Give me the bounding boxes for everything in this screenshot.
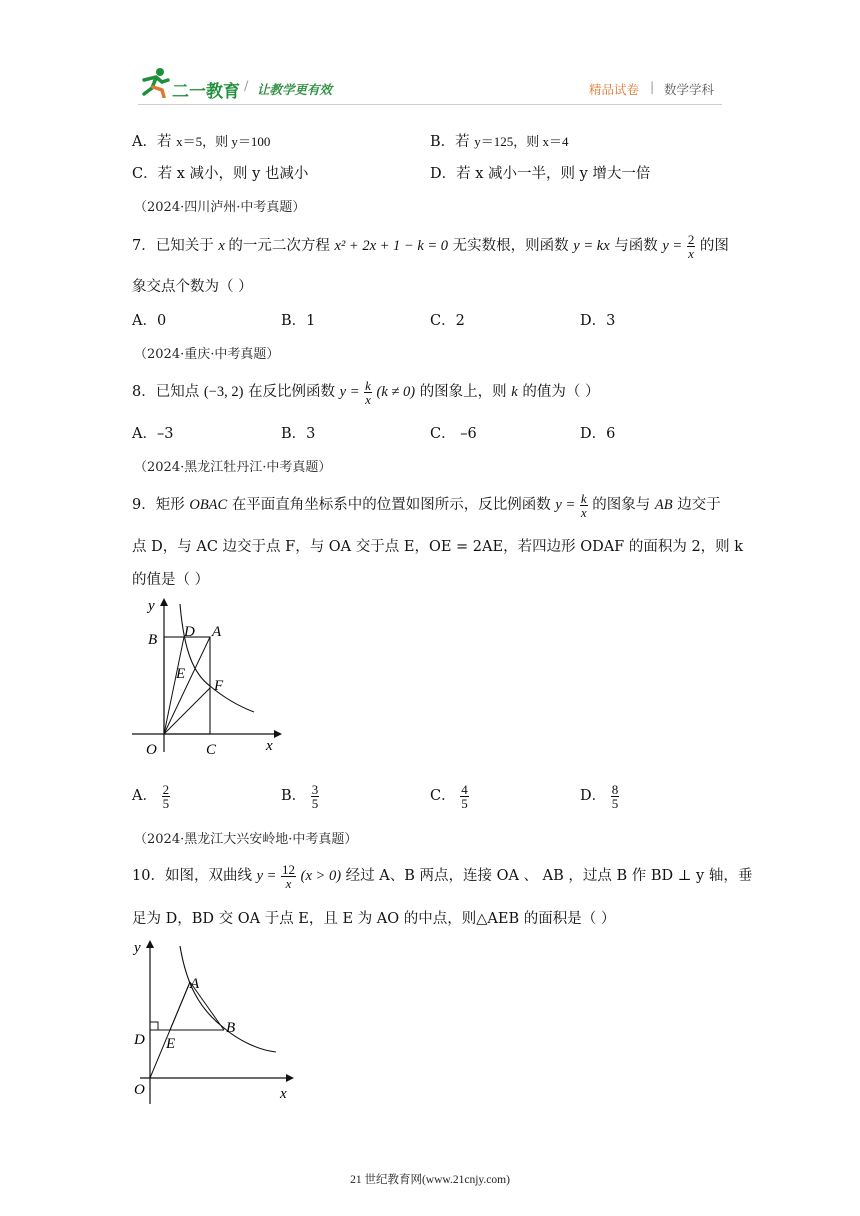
q9-label-c: C [206,742,217,758]
q10-figure [128,932,308,1108]
q7-func1: y = kx [573,238,610,254]
q8-text-4: 的值为（ ） [522,384,600,400]
q6-option-b [430,130,569,151]
q10-label-b: B [226,1020,236,1036]
q9-y-arrow-icon [160,598,168,606]
q10-source: （2024·黑龙江大兴安岭地·中考真题） [134,832,358,847]
q6-option-d: D．若 x 减小一半，则 y 增大一倍 [430,166,651,182]
q9-option-c [430,778,469,814]
runner-logo-icon [138,66,172,98]
q9-obac: OBAC [189,497,228,513]
q9-figure [128,592,288,760]
q9-label-o: O [146,742,157,758]
q8-text-1: 8．已知点 [132,384,200,400]
q10-condition: (x > 0) [300,868,342,884]
q8-option-b: B．3 [281,426,316,442]
q9-text-2: 在平面直角坐标系中的位置如图所示，反比例函数 [231,497,551,513]
q10-label-y: y [134,940,141,956]
q9-segment-od [164,637,184,734]
header-divider: / [244,79,249,94]
q7-text-3: 无实数根，则函数 [452,238,569,254]
q9-option-a [132,778,170,814]
header-subject: 数学学科 [664,82,715,97]
header-separator: | [650,79,655,94]
q8-condition: (k ≠ 0) [376,384,416,400]
q7-option-b: B．1 [281,313,316,329]
q9-label-d: D [184,624,195,640]
q9-option-b-num: 3 [311,781,319,797]
logo-text: 二一教育 [172,82,240,102]
q10-y-arrow-icon [146,940,154,948]
q8-source: （2024·重庆·中考真题） [134,347,280,362]
q9-label-f: F [214,678,224,694]
q9-option-d-fraction [611,783,620,810]
q10-func-lhs: y = [256,868,277,884]
q9-stem-line1 [132,485,721,525]
q9-option-d-num: 8 [611,781,619,797]
q9-label-a: A [212,624,222,640]
q6-option-a-label: A．若 [132,134,172,150]
q7-text-4: 与函数 [614,238,658,254]
q10-label-d: D [134,1032,145,1048]
q8-point: (−3, 2) [203,384,244,400]
q9-option-c-num: 4 [461,781,468,797]
q10-func-den: x [285,875,292,891]
q9-option-d-den: 5 [611,795,619,811]
q9-stem-line2: 点 D，与 AC 边交于点 F，与 OA 交于点 E，OE = 2AE，若四边形 ODAF 的面积为 2，则 k [132,539,744,555]
q7-func2-lhs: y = [662,238,683,254]
q10-hyperbola [180,946,276,1052]
q9-segment-oa [164,637,210,734]
q9-option-c-label: C． [430,788,456,804]
q9-segment-of [164,688,210,734]
q7-stem-line2: 象交点个数为（ ） [132,279,253,295]
q9-func-fraction [580,492,588,519]
q9-hyperbola [180,604,254,712]
q6-option-b-label: B．若 [430,134,470,150]
q6-option-a-math: x＝5，则 y＝100 [176,134,271,149]
q9-text-3: 的图象与 [592,497,651,513]
q7-source: （2024·四川泸州·中考真题） [134,200,306,215]
q7-text-2: 的一元二次方程 [228,238,330,254]
q9-option-a-den: 5 [162,795,170,811]
q10-func-fraction [281,863,296,890]
q7-var-x: x [218,238,229,254]
q7-equation: x² + 2x + 1 − k = 0 [334,238,449,254]
q9-option-b-den: 5 [311,795,319,811]
q8-option-c: C． –6 [430,426,477,442]
header-rule [138,104,722,105]
q10-text-2: 经过 A、B 两点，连接 OA 、 AB ，过点 B 作 BD ⊥ y 轴，垂 [345,868,753,884]
q9-option-b-label: B． [281,788,307,804]
q10-stem-line2: 足为 D，BD 交 OA 于点 E，且 E 为 AO 的中点，则△AEB 的面积是（ ） [132,911,616,927]
q9-option-d [580,778,619,814]
q7-stem-line1 [132,226,729,266]
q9-func-lhs: y = [555,497,576,513]
q9-func-den: x [580,504,587,520]
q9-option-c-fraction [460,783,469,810]
q9-func-num: k [580,490,587,506]
q6-option-b-math: y＝125，则 x＝4 [474,134,569,149]
q9-option-c-den: 5 [461,795,468,811]
q6-option-a [132,130,270,151]
q7-text-1: 7．已知关于 [132,238,214,254]
q7-func2-fraction [687,233,696,260]
q9-label-e: E [176,666,186,682]
q10-label-a: A [190,976,200,992]
q10-text-1: 10．如图，双曲线 [132,868,252,884]
q10-label-x: x [280,1086,287,1102]
q10-stem-line1 [132,856,752,896]
footer: 21 世纪教育网(www.21cnjy.com) [350,1174,510,1186]
q9-option-d-label: D． [580,788,607,804]
q6-option-c: C．若 x 减小，则 y 也减小 [132,166,309,182]
q7-option-a: A．0 [132,313,167,329]
q9-option-b-fraction [311,783,320,810]
q8-option-a: A．–3 [132,426,174,442]
q9-source: （2024·黑龙江牡丹江·中考真题） [134,460,332,475]
q10-x-arrow-icon [286,1074,294,1082]
q10-segment-ea [170,982,190,1030]
slogan: 让教学更有效 [257,82,333,97]
q8-text-3: 的图象上，则 [419,384,507,400]
q8-text-2: 在反比例函数 [248,384,336,400]
q8-func-lhs: y = [339,384,360,400]
q10-label-o: O [134,1082,145,1098]
q9-option-a-num: 2 [162,781,170,797]
q9-ab: AB [654,497,673,513]
q9-label-b: B [148,632,158,648]
header [0,0,860,110]
q9-option-b [281,778,319,814]
q9-text-1: 9．矩形 [132,497,185,513]
q8-var-k: k [511,384,518,400]
q9-option-a-label: A． [132,788,157,804]
q10-func-num: 12 [282,861,296,877]
q7-option-d: D．3 [580,313,616,329]
q8-option-d: D．6 [580,426,616,442]
header-label: 精品试卷 [589,82,640,97]
q7-func2-num: 2 [687,231,695,247]
q9-text-4: 边交于 [677,497,721,513]
q9-stem-line3: 的值是（ ） [132,572,210,588]
q9-label-x: x [266,738,273,754]
q9-x-arrow-icon [274,730,282,738]
q10-label-e: E [166,1036,176,1052]
q9-label-y: y [148,598,155,614]
q8-func-num: k [365,377,371,393]
q10-right-angle-icon [150,1022,158,1030]
q7-func2-den: x [688,245,694,261]
q8-func-fraction [364,379,372,406]
q8-stem [132,372,599,412]
q7-option-c: C．2 [430,313,465,329]
q9-option-a-fraction [162,783,171,810]
q8-func-den: x [365,391,371,407]
q7-text-5: 的图 [699,238,729,254]
